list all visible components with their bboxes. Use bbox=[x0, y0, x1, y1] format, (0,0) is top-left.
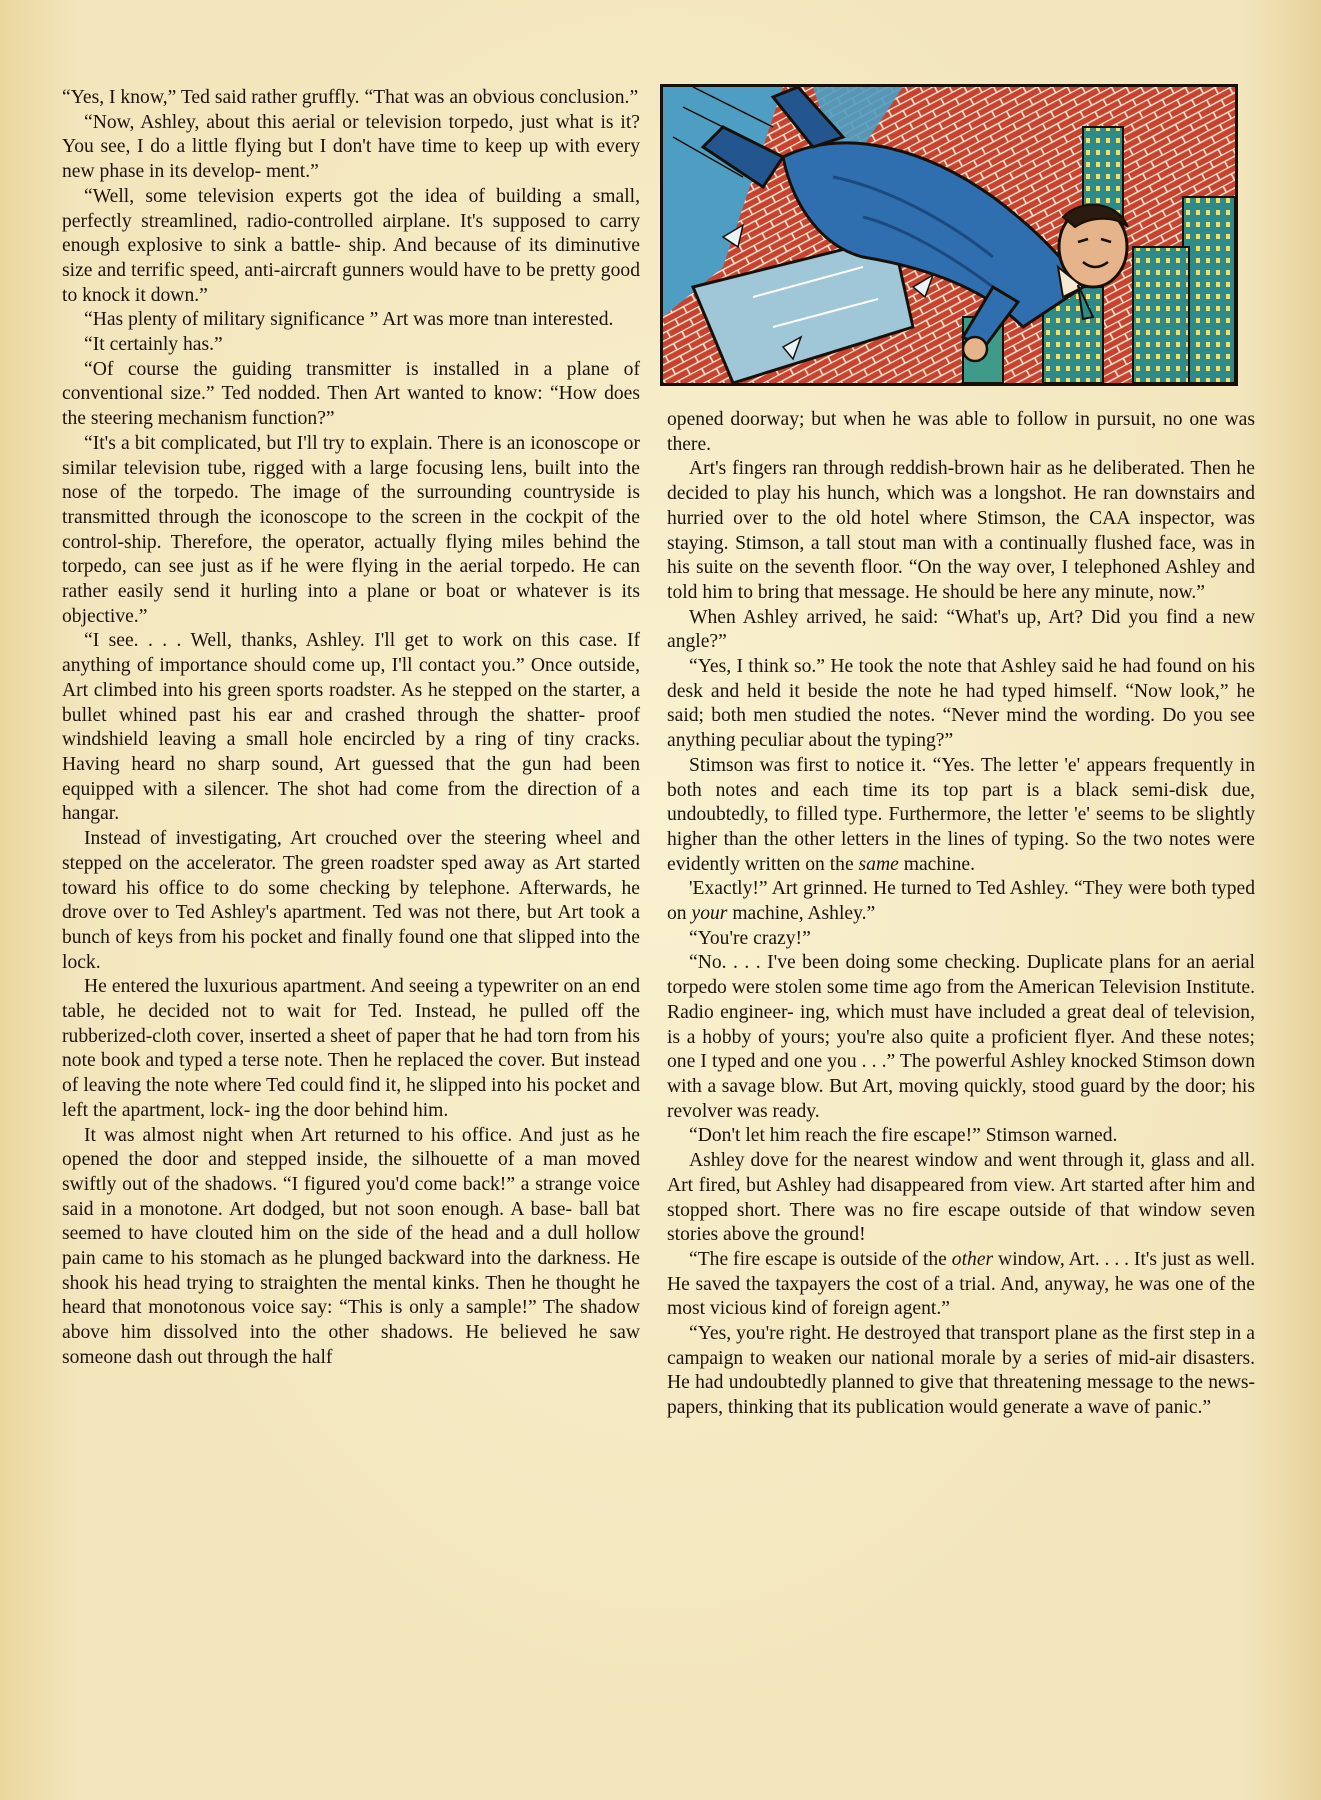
paragraph: “I see. . . . Well, thanks, Ashley. I'll get to work on this case. If anything of importance should come up, I'll contact you.” Once outside, Art climbed into his green sports roadster. As he stepped on the starter, a bullet whined past his ear and crashed through the shatter- proof windshield leaving a small hole encircled by a ring of tiny cracks. Having heard no sharp sound, Art guessed that the gun had been equipped with a silencer. The shot had come from the direction of a hangar. bbox=[62, 630, 640, 825]
paragraph: “Now, Ashley, about this aerial or television torpedo, just what is it? You see, I do a little flying but I don't have time to keep up with every new phase in its develop- ment.” bbox=[62, 111, 640, 183]
paragraph-text: “The fire escape is outside of the bbox=[689, 1248, 952, 1270]
illustration-panel bbox=[660, 84, 1238, 386]
paragraph-text: machine. bbox=[898, 853, 975, 875]
paragraph-text: 'Exactly!” Art grinned. He turned to Ted Ashley. “They were both typed on bbox=[667, 878, 1255, 925]
right-text-column bbox=[667, 408, 1255, 1421]
paragraph: Instead of investigating, Art crouched over the steering wheel and stepped on the accelerator. The green roadster sped away as Art started toward his office to do some checking by telephone. Afterwards, he drove over to Ted Ashley's apartment. Ted was not there, but Art took a bunch of keys from his pocket and finally found one that slipped into the lock. bbox=[62, 828, 640, 973]
emphasis: same bbox=[858, 853, 899, 875]
left-text-column bbox=[62, 86, 640, 1371]
paragraph: When Ashley arrived, he said: “What's up, Art? Did you find a new angle?” bbox=[667, 606, 1255, 653]
paragraph: “Has plenty of military significance ” Art was more tnan interested. bbox=[84, 309, 614, 331]
falling-man-illustration bbox=[663, 87, 1235, 383]
paragraph bbox=[667, 1248, 1255, 1322]
paragraph: Art's fingers ran through reddish-brown hair as he deliberated. Then he decided to play his hunch, which was a longshot. He ran downstairs and hurried over to the old hotel where Stimson, the CAA inspector, was staying. Stimson, a tall stout man with a continually flushed face, was in his suite on the seventh floor. “On the way over, I telephoned Ashley and told him to bring that message. He should be here any minute, now.” bbox=[667, 458, 1255, 603]
paragraph: Ashley dove for the nearest window and went through it, glass and all. Art fired, but Ashley had disappeared from view. Art started after him and stopped short. There was no fire escape outside of that window seven stories above the ground! bbox=[667, 1150, 1255, 1246]
paragraph: “Yes, I know,” Ted said rather gruffly. “That was an obvious conclusion.” bbox=[62, 87, 639, 108]
paragraph: “No. . . . I've been doing some checking. Duplicate plans for an aerial torpedo were stolen some time ago from the American Television Institute. Radio engineer- ing, which must have included a great deal of television, is a hobby of yours; you're also quite a proficient flyer. And these notes; one I typed and one you . . .” The powerful Ashley knocked Stimson down with a savage blow. But Art, moving quickly, stood guard by the door; his revolver was ready. bbox=[667, 952, 1255, 1122]
paragraph-text: machine, Ashley.” bbox=[727, 903, 876, 925]
emphasis: other bbox=[951, 1248, 994, 1270]
paragraph: “Yes, I think so.” He took the note that Ashley said he had found on his desk and held it beside the note he had typed himself. “Now look,” he said; both men studied the notes. “Never mind the wording. Do you see anything peculiar about the typing?” bbox=[667, 656, 1255, 752]
paragraph: “Don't let him reach the fire escape!” Stimson warned. bbox=[689, 1125, 1118, 1147]
paragraph: “It certainly has.” bbox=[84, 334, 223, 356]
paragraph: “You're crazy!” bbox=[689, 927, 811, 949]
paragraph: It was almost night when Art returned to his office. And just as he opened the door and stepped inside, the silhouette of a man moved swiftly out of the shadows. “I figured you'd come back!” a strange voice said in a monotone. Art dodged, but not soon enough. A base- ball bat seemed to have clouted him on the side of the head and a dull hollow pain came to his stomach as he plunged backward into the darkness. He shook his head trying to straighten the mental kinks. Then he thought he heard that monotonous voice say: “This is only a sample!” The shadow above him dissolved into the other shadows. He believed he saw someone dash out through the half bbox=[62, 1124, 640, 1368]
paragraph bbox=[667, 754, 1255, 878]
paragraph: opened doorway; but when he was able to follow in pursuit, no one was there. bbox=[667, 409, 1255, 455]
emphasis: your bbox=[691, 903, 728, 925]
paragraph-text: Stimson was first to notice it. “Yes. The letter 'e' appears frequently in both notes and each time its top part is a black semi-disk due, undoubtedly, to filled type. Furthermore, the letter 'e' seems to be slightly higher than the other letters in the lines of typing. So the two notes were evidently written on the bbox=[667, 754, 1255, 875]
paragraph: He entered the luxurious apartment. And seeing a typewriter on an end table, he decided not to wait for Ted. Instead, he pulled off the rubberized-cloth cover, inserted a sheet of paper that he had torn from his note book and typed a terse note. Then he replaced the cover. But instead of leaving the note where Ted could find it, he slipped into his pocket and left the apartment, lock- ing the door behind him. bbox=[62, 976, 640, 1121]
paragraph bbox=[667, 877, 1255, 926]
paragraph: “It's a bit complicated, but I'll try to explain. There is an iconoscope or similar television tube, rigged with a large focusing lens, built into the nose of the torpedo. The image of the surrounding countryside is transmitted through the iconoscope to the screen in the cockpit of the control-ship. Therefore, the operator, actually flying miles behind the torpedo, can see just as if he were flying in the aerial torpedo. He can rather easily send it hurling into a plane or boat or whatever is its objective.” bbox=[62, 432, 640, 627]
paragraph: “Yes, you're right. He destroyed that transport plane as the first step in a campaign to weaken our national morale by a series of mid-air disasters. He had undoubtedly planned to give that threatening message to the news- papers, thinking that its publication would generate a wave of panic.” bbox=[667, 1323, 1255, 1419]
paragraph: “Well, some television experts got the idea of building a small, perfectly streamlined, radio-controlled airplane. It's supposed to carry enough explosive to sink a battle- ship. And because of its diminutive size and terrific speed, anti-aircraft gunners would have to be pretty good to knock it down.” bbox=[62, 185, 640, 306]
paragraph-text: window, Art. . . . It's just as well. He saved the taxpayers the cost of a trial. And, anyway, he was one of the most vicious kind of foreign agent.” bbox=[667, 1248, 1256, 1320]
paragraph: “Of course the guiding transmitter is installed in a plane of conventional size.” Ted nodded. Then Art wanted to know: “How does the steering mechanism function?” bbox=[62, 358, 640, 430]
